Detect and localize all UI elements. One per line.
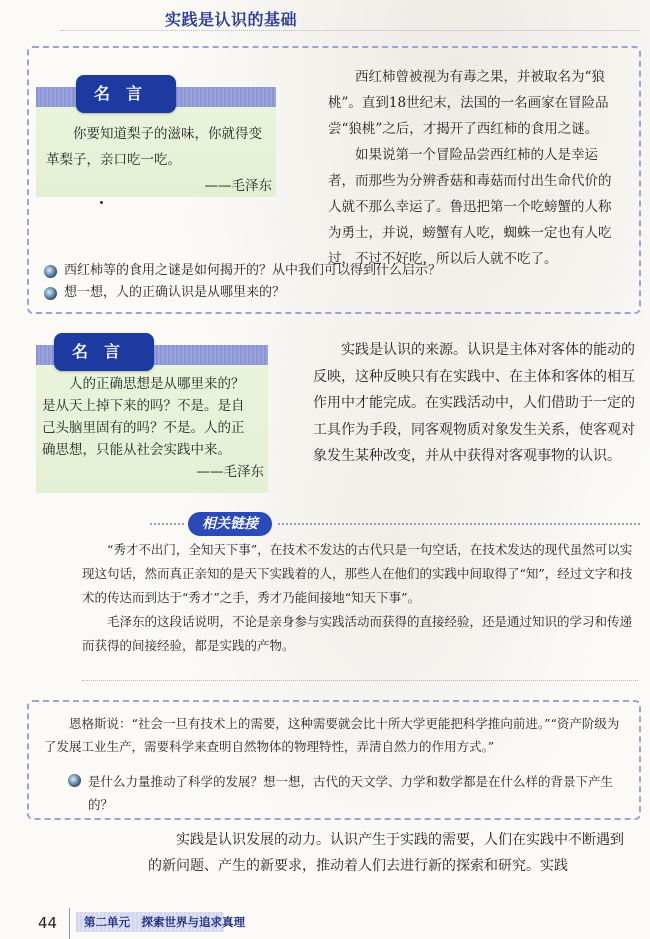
dotted-divider [82,680,638,681]
quote-line: 己头脑里固有的吗？不是。人的正 [42,420,245,436]
dotted-leader [278,523,640,525]
question-item [44,282,624,304]
quote-body [42,373,264,483]
paragraph: 毛泽东的这段话说明，不论是亲身参与实践活动而获得的直接经验，还是通过知识的学习和传递而获得的间接经验，都是实践的产物。 [82,614,633,653]
question-text: 想一想，人的正确认识是从哪里来的？ [64,285,286,300]
paragraph: 西红柿曾被视为有毒之果，并被取名为“狼桃”。直到18世纪末，法国的一名画家在冒险品尝“狼桃”之后，才揭开了西红柿的食用之谜。 [328,69,609,137]
footer-divider [69,908,70,939]
main-text-driving-force [148,828,628,880]
quote-text: 你要知道梨子的滋味，你就得变革梨子，亲口吃一吃。 [46,126,262,168]
unit-label: 第二单元 探索世界与追求真理 [76,912,224,932]
question-item [44,770,629,816]
quote-author: ——毛泽东 [204,178,272,194]
related-link-body [82,538,638,658]
quote-tab: 名言 [76,75,176,113]
paragraph: 实践是认识的来源。认识是主体对客体的能动的反映，这种反映只有在实践中、在主体和客体的相互作用中才能完成。在实践活动中，人们借助于一定的工具作为手段，同客观物质对象发生关系，使客观对象发生某种改变，并从中获得对客观事物的认识。 [313,343,635,464]
paragraph: 实践是认识发展的动力。认识产生于实践的需要，人们在实践中不断遇到的新问题、产生的新要求，推动着人们去进行新的探索和研究。实践 [148,833,624,874]
quote-body [46,121,272,199]
main-text-source [313,338,635,471]
question-item [44,260,624,282]
famous-quote-card [36,84,276,197]
quote-line: 人的正确思想是从哪里来的？ [69,376,245,392]
stray-dot [100,201,103,204]
globe-bullet-icon [44,287,57,300]
question-text: 是什么力量推动了科学的发展？想一想，古代的天文学、力学和数学都是在什么样的背景下产生的？ [88,774,614,812]
dotted-leader [150,523,184,525]
tomato-story [328,64,618,272]
question-list [44,260,624,304]
question-text: 西红柿等的食用之谜是如何揭开的？从中我们可以得到什么启示？ [64,263,442,278]
famous-quote-card-2 [36,342,268,493]
paragraph: “秀才不出门，全知天下事”，在技术不发达的古代只是一句空话，在技术发达的现代虽然可以实现这句话，然而真正亲知的是天下实践着的人，那些人在他们的实践中间取得了“知”，经过文字和技术的传达而到达于“秀才”之手，秀才乃能间接地“知天下事”。 [82,542,633,605]
globe-bullet-icon [68,774,81,787]
section-title: 实践是认识的基础 [165,10,298,29]
globe-bullet-icon [44,265,57,278]
quote-line: 是从天上掉下来的吗？不是。是自 [42,398,245,414]
quote-line: 确思想，只能从社会实践中来。 [42,442,231,458]
quote-author: ——毛泽东 [196,464,264,480]
page-number: 44 [38,914,58,932]
top-dotted-divider [60,30,640,31]
related-link-header [150,512,640,536]
engels-quote: 恩格斯说：“社会一旦有技术上的需要，这种需要就会比十所大学更能把科学推向前进。”“资产阶级为了发展工业生产，需要科学来查明自然物体的物理特性，弄清自然力的作用方式。” [44,716,620,754]
paragraph: 如果说第一个冒险品尝西红柿的人是幸运者，而那些为分辨香菇和毒菇而付出生命代价的人就不那么幸运了。鲁迅把第一个吃螃蟹的人称为勇士，并说，螃蟹有人吃，蜘蛛一定也有人吃过，不过不好吃，所以后人就不吃了。 [328,147,612,267]
quote-tab: 名言 [54,333,154,371]
engels-content [44,712,629,816]
related-link-badge: 相关链接 [188,512,272,536]
